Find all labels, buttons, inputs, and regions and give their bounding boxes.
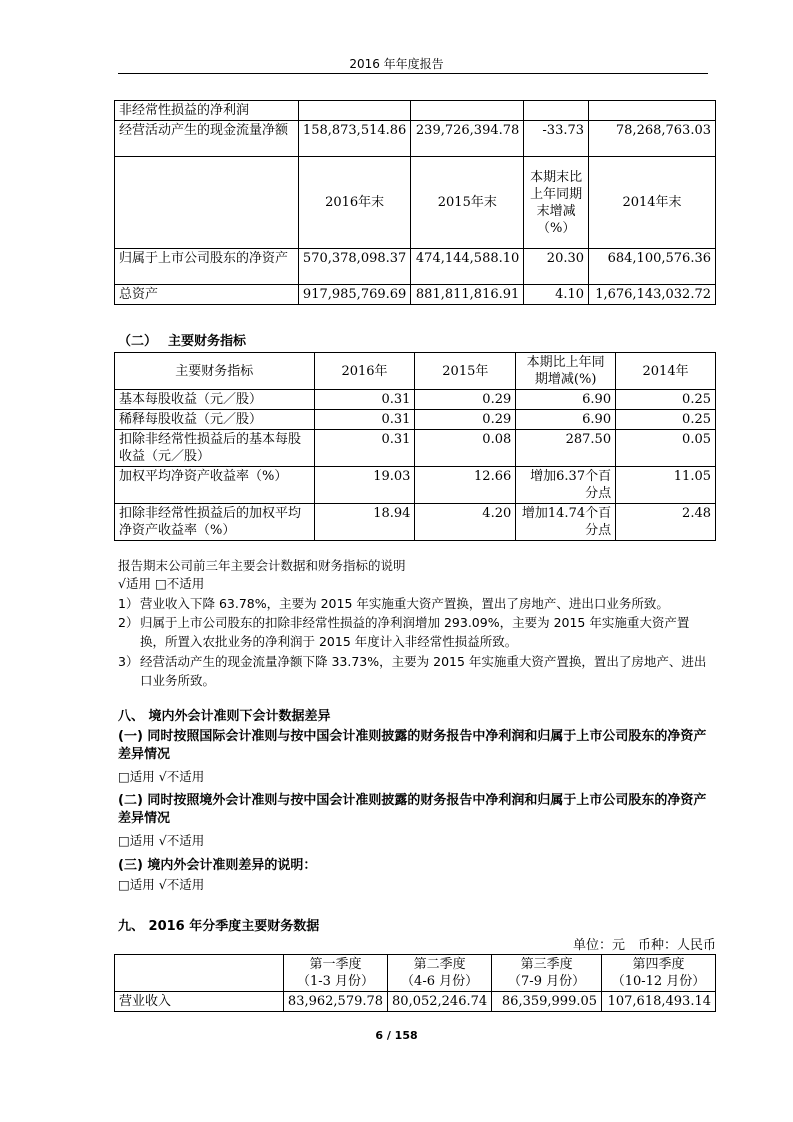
table-cell: 0.25: [616, 390, 716, 410]
table-cell: 0.05: [616, 430, 716, 467]
table-header-row: [115, 353, 716, 390]
table-cell: 684,100,576.36: [589, 249, 716, 285]
quarter-title: 第三季度: [520, 957, 573, 972]
table-row: [115, 121, 716, 157]
table-header-cell: 2015年末: [411, 157, 524, 249]
table-header-cell: 2016年末: [298, 157, 410, 249]
table-cell: 287.50: [516, 430, 616, 467]
table-header-cell: [602, 955, 716, 992]
note-number: 1）: [118, 596, 139, 611]
table-cell: [524, 101, 589, 121]
explanation-note: [118, 594, 718, 613]
table-header-cell: [283, 955, 387, 992]
table-cell: 4.10: [524, 285, 589, 305]
table-row: [115, 285, 716, 305]
table-cell: 83,962,579.78: [283, 992, 387, 1012]
section-heading-financial-indicators: （二） 主要财务指标: [118, 334, 247, 349]
explanation-note: [118, 613, 718, 651]
table-header-cell: [492, 955, 602, 992]
unit-currency-label: 单位：元 币种：人民币: [572, 938, 716, 953]
table-cell: 4.20: [415, 504, 516, 541]
header-divider: [118, 73, 708, 74]
section-heading-quarterly-data: 九、 2016 年分季度主要财务数据: [118, 919, 320, 934]
table-row: [115, 390, 716, 410]
table-cell: 稀释每股收益（元／股）: [115, 410, 315, 430]
table-cell: 营业收入: [115, 992, 284, 1012]
note-number: 2）: [118, 615, 139, 630]
table-cell: 239,726,394.78: [411, 121, 524, 157]
table-cell: [298, 101, 410, 121]
table-cell: 18.94: [314, 504, 415, 541]
table-header-cell: 2016年: [314, 353, 415, 390]
table-cell: 78,268,763.03: [589, 121, 716, 157]
table-header-row: [115, 157, 716, 249]
table-cell: -33.73: [524, 121, 589, 157]
table-cell: 0.25: [616, 410, 716, 430]
table-header-cell: 2014年: [616, 353, 716, 390]
table-header-cell: 2015年: [415, 353, 516, 390]
quarterly-data-table: [114, 954, 716, 1012]
table-cell: 6.90: [516, 410, 616, 430]
table-cell: 总资产: [115, 285, 299, 305]
table-cell: 0.31: [314, 430, 415, 467]
table-row: [115, 504, 716, 541]
explanation-intro: 报告期末公司前三年主要会计数据和财务指标的说明: [118, 558, 406, 573]
page-header-title: 2016 年年度报告: [349, 57, 444, 71]
section-heading-accounting-differences: 八、 境内外会计准则下会计数据差异: [118, 709, 331, 724]
table-cell: 12.66: [415, 467, 516, 504]
note-text: 经营活动产生的现金流量净额下降 33.73%，主要为 2015 年实施重大资产置换，置出了房地产、进出口业务所致。: [140, 654, 707, 688]
table-header-row: [115, 955, 716, 992]
table-cell: 非经常性损益的净利润: [115, 101, 299, 121]
quarter-title: 第四季度: [632, 957, 685, 972]
applicability-check: □适用 √不适用: [118, 769, 205, 784]
table-cell: 0.29: [415, 390, 516, 410]
table-header-cell: 本期比上年同期增减(%): [516, 353, 616, 390]
table-cell: 增加6.37个百分点: [516, 467, 616, 504]
quarter-title: 第二季度: [413, 957, 466, 972]
table-cell: 扣除非经常性损益后的加权平均净资产收益率（%）: [115, 504, 315, 541]
explanation-applicability: √适用 □不适用: [118, 576, 205, 591]
table-cell: 570,378,098.37: [298, 249, 410, 285]
table-cell: 11.05: [616, 467, 716, 504]
table-cell: [411, 101, 524, 121]
table-cell: 86,359,999.05: [492, 992, 602, 1012]
table-cell: 1,676,143,032.72: [589, 285, 716, 305]
table-cell: 917,985,769.69: [298, 285, 410, 305]
table-row: [115, 410, 716, 430]
financial-indicators-table: [114, 352, 716, 541]
table-cell: [115, 955, 284, 992]
table-header-cell: 本期末比上年同期末增减（%）: [524, 157, 589, 249]
table-cell: [115, 157, 299, 249]
table-cell: 0.29: [415, 410, 516, 430]
table-cell: 6.90: [516, 390, 616, 410]
table-row: [115, 249, 716, 285]
table-cell: 归属于上市公司股东的净资产: [115, 249, 299, 285]
table-row: [115, 467, 716, 504]
table-row: [115, 992, 716, 1012]
table-cell: 20.30: [524, 249, 589, 285]
table-header-cell: 2014年末: [589, 157, 716, 249]
table-cell: 80,052,246.74: [388, 992, 492, 1012]
subsection-heading: (二) 同时按照境外会计准则与按中国会计准则披露的财务报告中净利润和归属于上市公司股东的净资产差异情况: [118, 793, 707, 826]
note-number: 3）: [118, 654, 139, 669]
quarter-months: （7-9 月份）: [508, 974, 586, 989]
table-cell: 0.31: [314, 410, 415, 430]
table-cell: 0.08: [415, 430, 516, 467]
note-text: 归属于上市公司股东的扣除非经常性损益的净利润增加 293.09%，主要为 2015 年实施重大资产置换，所置入农批业务的净利润于 2015 年度计入非经常性损益所致。: [140, 615, 690, 649]
subsection-heading: (一) 同时按照国际会计准则与按中国会计准则披露的财务报告中净利润和归属于上市公司股东的净资产差异情况: [118, 729, 707, 762]
table-row: [115, 430, 716, 467]
table-header-cell: [388, 955, 492, 992]
table-cell: [589, 101, 716, 121]
table-cell: 158,873,514.86: [298, 121, 410, 157]
subsection-heading: (三) 境内外会计准则差异的说明：: [118, 858, 317, 873]
table-row: [115, 101, 716, 121]
table-cell: 881,811,816.91: [411, 285, 524, 305]
table-cell: 经营活动产生的现金流量净额: [115, 121, 299, 157]
quarter-title: 第一季度: [309, 957, 362, 972]
page-number: 6 / 158: [375, 1029, 418, 1042]
note-text: 营业收入下降 63.78%，主要为 2015 年实施重大资产置换，置出了房地产、进出口业务所致。: [140, 596, 669, 611]
quarter-months: （10-12 月份）: [611, 974, 706, 989]
applicability-check: □适用 √不适用: [118, 877, 205, 892]
table-cell: 扣除非经常性损益后的基本每股收益（元／股）: [115, 430, 315, 467]
table-cell: 加权平均净资产收益率（%）: [115, 467, 315, 504]
applicability-check: □适用 √不适用: [118, 833, 205, 848]
quarter-months: （4-6 月份）: [401, 974, 479, 989]
table-cell: 增加14.74个百分点: [516, 504, 616, 541]
table-cell: 107,618,493.14: [602, 992, 716, 1012]
table-header-cell: 主要财务指标: [115, 353, 315, 390]
quarter-months: （1-3 月份）: [296, 974, 375, 989]
table-cell: 2.48: [616, 504, 716, 541]
table-cell: 474,144,588.10: [411, 249, 524, 285]
main-accounting-data-table: [114, 100, 716, 305]
table-cell: 19.03: [314, 467, 415, 504]
table-cell: 基本每股收益（元／股）: [115, 390, 315, 410]
table-cell: 0.31: [314, 390, 415, 410]
explanation-note: [118, 652, 718, 690]
